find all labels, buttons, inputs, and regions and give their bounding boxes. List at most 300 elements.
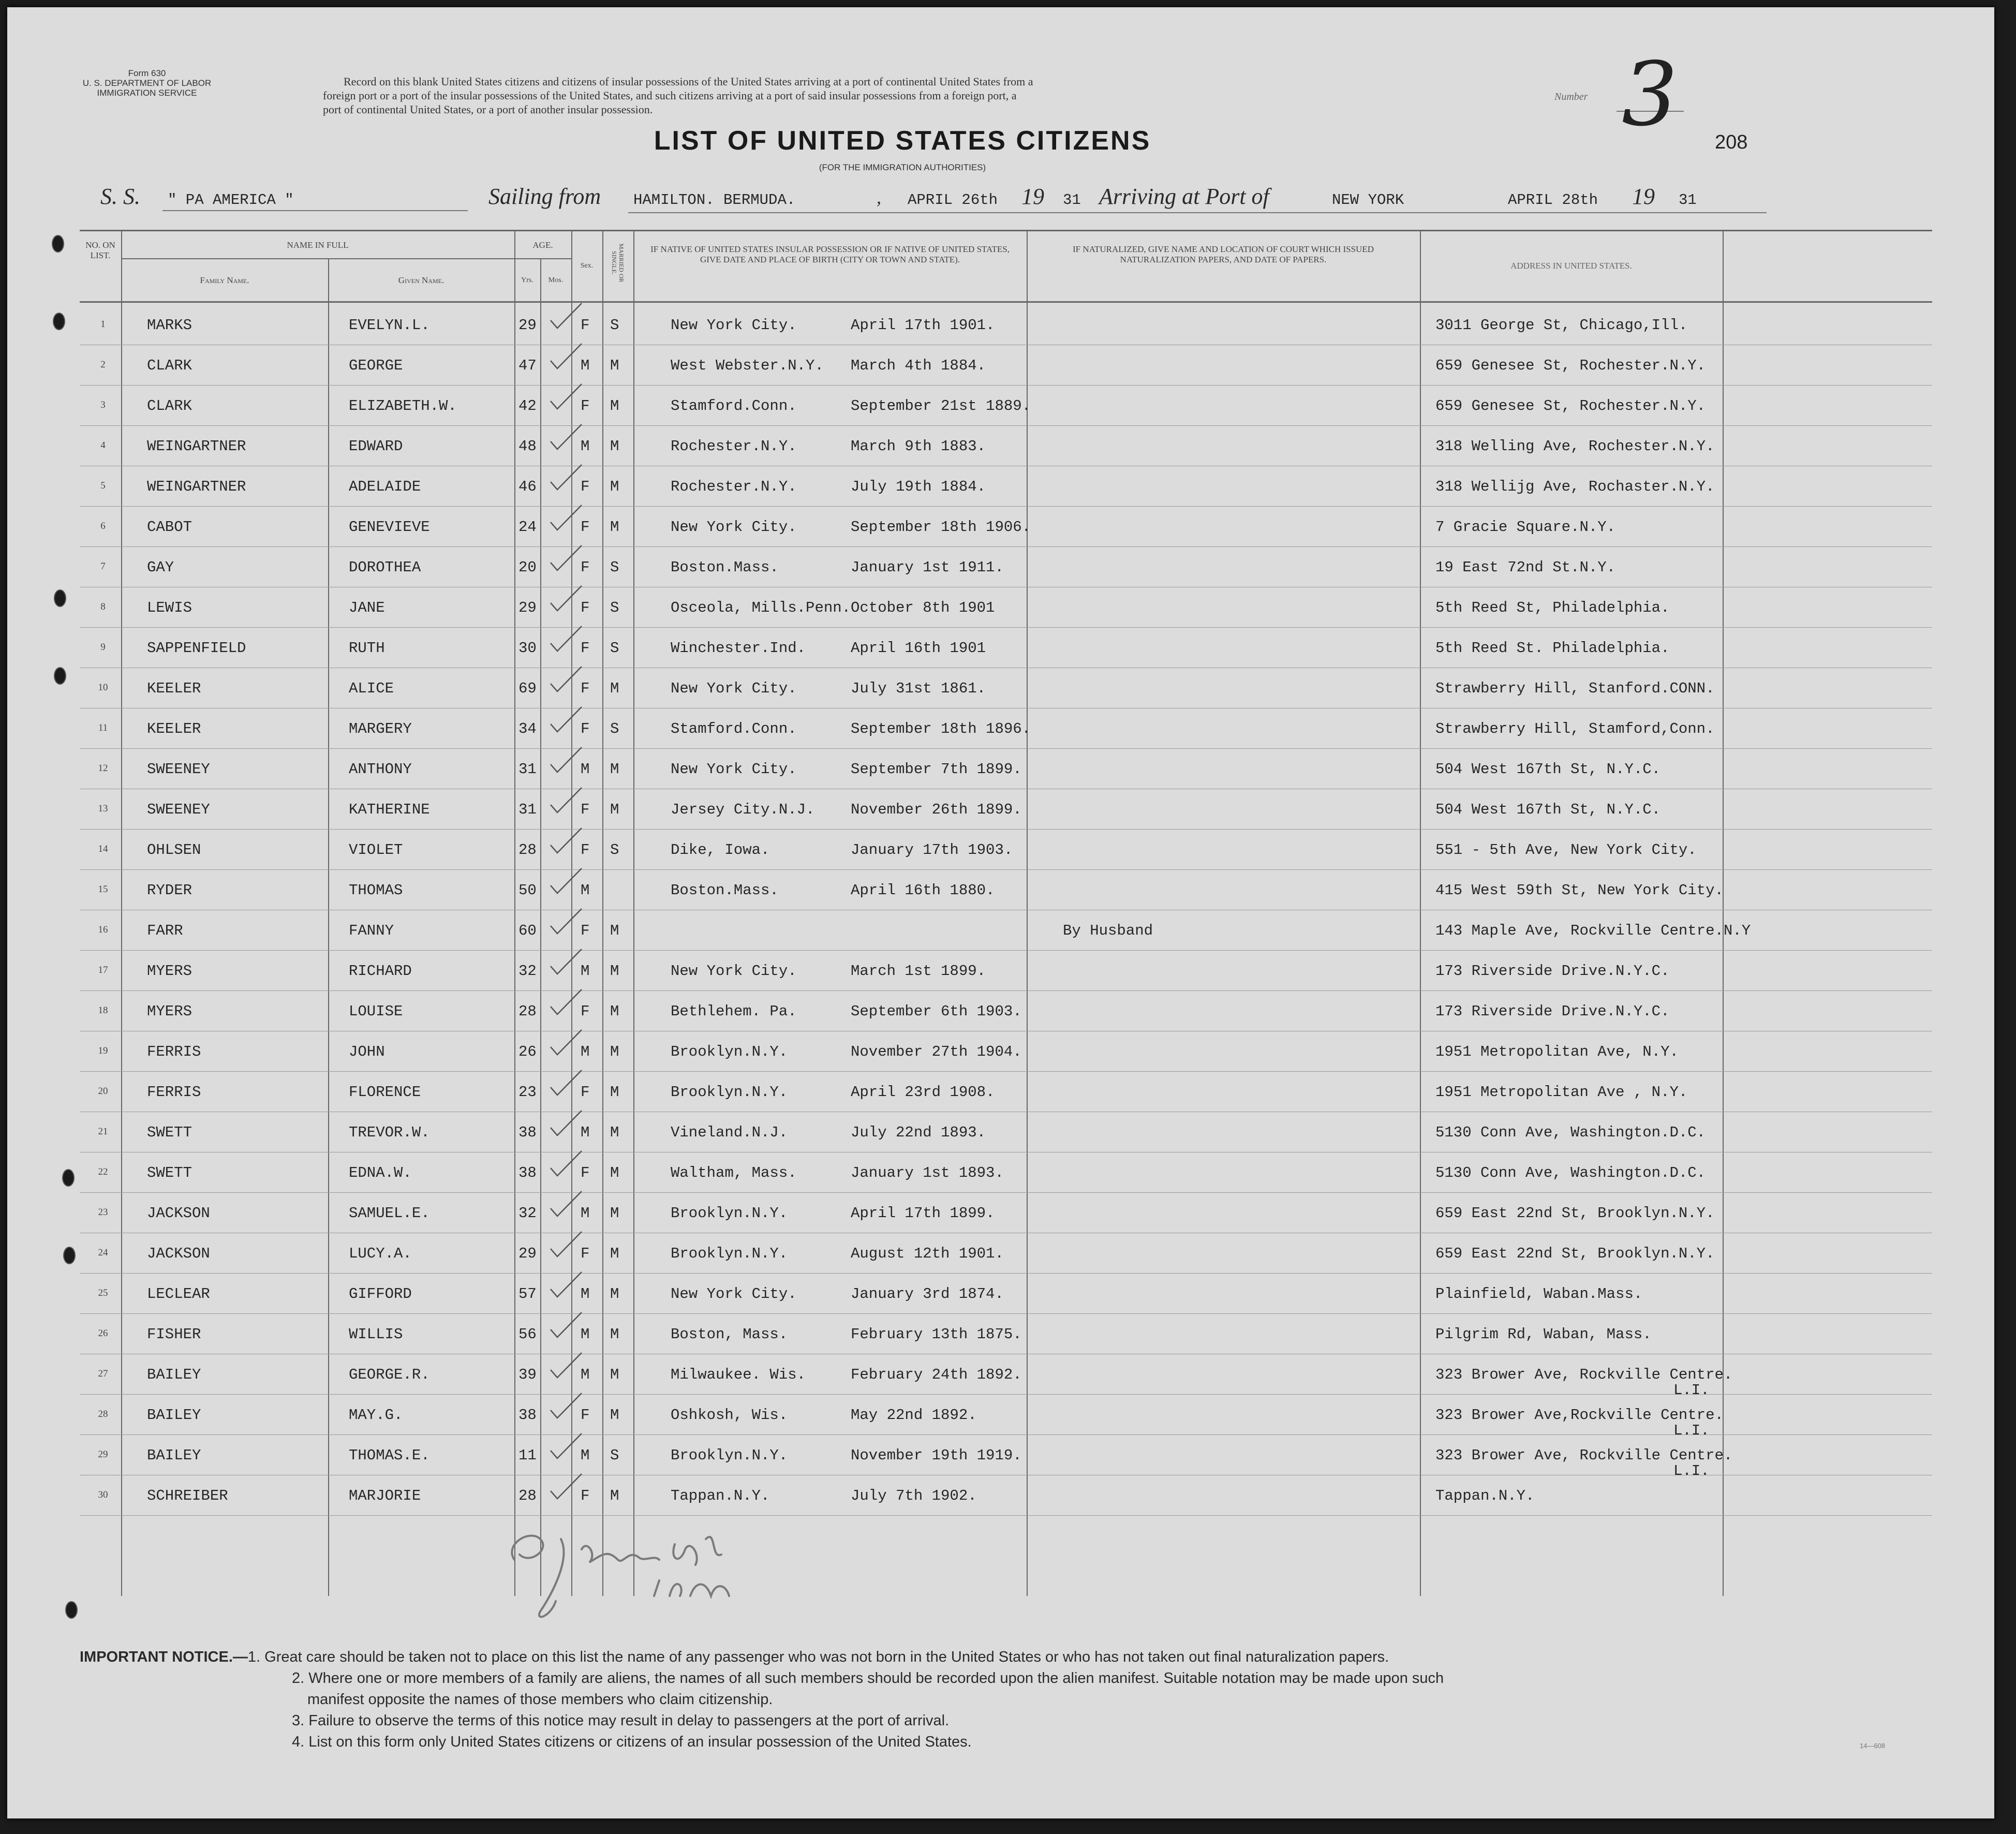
- binder-hole: [54, 667, 66, 685]
- form-code: 14—608: [1860, 1742, 1886, 1750]
- passenger-no: 15: [98, 884, 108, 895]
- passenger-given: FANNY: [349, 922, 394, 939]
- passenger-address: 5130 Conn Ave, Washington.D.C.: [1435, 1164, 1706, 1181]
- passenger-birthplace: Waltham, Mass.: [671, 1164, 797, 1181]
- form-number: Form 630: [128, 68, 166, 78]
- important-notice: [80, 1647, 1891, 1753]
- passenger-family: MYERS: [147, 1003, 192, 1020]
- check-mark-icon: [548, 1311, 584, 1342]
- passenger-age: 28: [518, 841, 537, 859]
- passenger-age: 20: [518, 559, 537, 576]
- passenger-birthplace: Milwaukee. Wis.: [671, 1366, 806, 1383]
- passenger-marital: M: [610, 438, 619, 455]
- passenger-given: RUTH: [349, 640, 385, 657]
- check-mark-icon: [548, 1432, 584, 1463]
- col-header-name: NAME IN FULL: [287, 240, 349, 250]
- passenger-sex: F: [581, 519, 590, 536]
- passenger-birthdate: February 24th 1892.: [851, 1366, 1022, 1383]
- passenger-marital: M: [610, 761, 619, 778]
- passenger-given: ALICE: [349, 680, 394, 697]
- passenger-birthplace: Rochester.N.Y.: [671, 438, 797, 455]
- manifest-page: [7, 7, 1994, 1818]
- row-rule: [80, 425, 1932, 426]
- ship-name: " PA AMERICA ": [168, 191, 294, 209]
- passenger-age: 29: [518, 317, 537, 334]
- check-mark-icon: [548, 988, 584, 1019]
- passenger-no: 10: [98, 682, 108, 693]
- passenger-given: ADELAIDE: [349, 478, 421, 495]
- departure-year-prefix: 19: [1021, 184, 1044, 209]
- passenger-address: 5th Reed St. Philadelphia.: [1435, 640, 1670, 657]
- passenger-family: BAILEY: [147, 1407, 201, 1424]
- passenger-address: Plainfield, Waban.Mass.: [1435, 1285, 1643, 1303]
- passenger-birthdate: September 18th 1906.: [851, 519, 1031, 536]
- passenger-birthdate: January 17th 1903.: [851, 841, 1013, 859]
- passenger-marital: S: [610, 640, 619, 657]
- passenger-given: GEORGE.R.: [349, 1366, 430, 1383]
- passenger-marital: M: [610, 1245, 619, 1262]
- binder-hole: [52, 235, 64, 253]
- passenger-birthplace: Stamford.Conn.: [671, 397, 797, 415]
- department-name: U. S. DEPARTMENT OF LABOR: [82, 78, 212, 88]
- passenger-birthplace: Bethlehem. Pa.: [671, 1003, 797, 1020]
- col-header-family: Family Name.: [200, 275, 249, 285]
- check-mark-icon: [548, 746, 584, 777]
- col-header-yrs: Yrs.: [521, 276, 533, 284]
- passenger-no: 4: [100, 440, 106, 451]
- passenger-given: SAMUEL.E.: [349, 1205, 430, 1222]
- passenger-birthplace: Oshkosh, Wis.: [671, 1407, 788, 1424]
- row-rule: [80, 1394, 1932, 1395]
- row-rule: [80, 829, 1932, 830]
- passenger-family: KEELER: [147, 680, 201, 697]
- passenger-no: 11: [98, 722, 108, 733]
- passenger-no: 24: [98, 1247, 108, 1258]
- passenger-age: 56: [518, 1326, 537, 1343]
- passenger-birthplace: Boston.Mass.: [671, 559, 779, 576]
- passenger-age: 24: [518, 519, 537, 536]
- row-rule: [80, 1313, 1932, 1314]
- age-subheader-rule: [514, 258, 571, 259]
- col-rule: [1027, 230, 1028, 1596]
- passenger-no: 27: [98, 1368, 108, 1379]
- passenger-marital: S: [610, 559, 619, 576]
- number-label: Number: [1554, 91, 1588, 102]
- passenger-family: CABOT: [147, 519, 192, 536]
- row-rule: [80, 1515, 1932, 1516]
- passenger-address2: L.I.: [1673, 1382, 1710, 1399]
- col-rule: [602, 230, 603, 1596]
- passenger-family: SWEENEY: [147, 801, 210, 818]
- col-rule: [514, 230, 515, 1596]
- col-rule: [121, 230, 122, 1596]
- check-mark-icon: [548, 908, 584, 939]
- passenger-sex: F: [581, 559, 590, 576]
- passenger-given: ELIZABETH.W.: [349, 397, 457, 415]
- passenger-no: 29: [98, 1449, 108, 1460]
- passenger-age: 29: [518, 599, 537, 616]
- passenger-sex: M: [581, 1043, 590, 1060]
- passenger-age: 57: [518, 1285, 537, 1303]
- passenger-given: THOMAS.E.: [349, 1447, 430, 1464]
- passenger-address: 659 East 22nd St, Brooklyn.N.Y.: [1435, 1245, 1715, 1262]
- passenger-marital: M: [610, 1326, 619, 1343]
- passenger-given: EVELYN.L.: [349, 317, 430, 334]
- check-mark-icon: [548, 1150, 584, 1181]
- passenger-sex: M: [581, 1326, 590, 1343]
- binder-hole: [62, 1169, 75, 1187]
- passenger-sex: F: [581, 317, 590, 334]
- passenger-marital: M: [610, 397, 619, 415]
- passenger-age: 50: [518, 882, 537, 899]
- passenger-sex: F: [581, 720, 590, 737]
- passenger-birthplace: Vineland.N.J.: [671, 1124, 788, 1141]
- passenger-birthplace: Brooklyn.N.Y.: [671, 1043, 788, 1060]
- passenger-age: 42: [518, 397, 537, 415]
- passenger-age: 26: [518, 1043, 537, 1060]
- row-rule: [80, 385, 1932, 386]
- passenger-family: BAILEY: [147, 1366, 201, 1383]
- check-mark-icon: [548, 867, 584, 898]
- passenger-sex: M: [581, 882, 590, 899]
- departure-date: APRIL 26th: [908, 191, 998, 209]
- check-mark-icon: [548, 1473, 584, 1504]
- passenger-marital: M: [610, 519, 619, 536]
- passenger-sex: F: [581, 922, 590, 939]
- passenger-family: SAPPENFIELD: [147, 640, 246, 657]
- sailing-label: Sailing from: [488, 184, 601, 209]
- check-mark-icon: [548, 383, 584, 414]
- check-mark-icon: [548, 787, 584, 818]
- passenger-birthplace: Brooklyn.N.Y.: [671, 1205, 788, 1222]
- col-header-sex: Sex.: [580, 262, 594, 270]
- check-mark-icon: [548, 1029, 584, 1060]
- passenger-birthdate: July 7th 1902.: [851, 1487, 977, 1504]
- passenger-marital: M: [610, 1003, 619, 1020]
- row-rule: [80, 506, 1932, 507]
- passenger-birthplace: New York City.: [671, 317, 797, 334]
- passenger-birthplace: Brooklyn.N.Y.: [671, 1084, 788, 1101]
- passenger-family: FISHER: [147, 1326, 201, 1343]
- row-rule: [80, 1273, 1932, 1274]
- check-mark-icon: [548, 1190, 584, 1221]
- ss-label: S. S.: [100, 184, 140, 209]
- passenger-birthdate: January 3rd 1874.: [851, 1285, 1004, 1303]
- passenger-given: JANE: [349, 599, 385, 616]
- passenger-family: WEINGARTNER: [147, 438, 246, 455]
- passenger-given: MARGERY: [349, 720, 412, 737]
- passenger-birthplace: Osceola, Mills.Penn.: [671, 599, 851, 616]
- passenger-address: 504 West 167th St, N.Y.C.: [1435, 801, 1661, 818]
- passenger-marital: M: [610, 1487, 619, 1504]
- passenger-address: 504 West 167th St, N.Y.C.: [1435, 761, 1661, 778]
- passenger-age: 28: [518, 1487, 537, 1504]
- passenger-marital: S: [610, 317, 619, 334]
- passenger-birthplace: New York City.: [671, 761, 797, 778]
- arriving-label: Arriving at Port of: [1099, 184, 1269, 209]
- passenger-age: 29: [518, 1245, 537, 1262]
- passenger-address: 323 Brower Ave, Rockville Centre.: [1435, 1366, 1733, 1383]
- passenger-age: 23: [518, 1084, 537, 1101]
- passenger-sex: F: [581, 801, 590, 818]
- passenger-address: Strawberry Hill, Stanford.CONN.: [1435, 680, 1715, 697]
- passenger-address: 7 Gracie Square.N.Y.: [1435, 519, 1616, 536]
- passenger-no: 2: [100, 359, 106, 370]
- passenger-address: 659 Genesee St, Rochester.N.Y.: [1435, 397, 1706, 415]
- col-rule: [540, 258, 541, 1596]
- passenger-family: FERRIS: [147, 1043, 201, 1060]
- passenger-sex: F: [581, 1164, 590, 1181]
- departure-year: 31: [1063, 191, 1081, 209]
- passenger-given: MARJORIE: [349, 1487, 421, 1504]
- passenger-address: Strawberry Hill, Stamford,Conn.: [1435, 720, 1715, 737]
- row-rule: [80, 1192, 1932, 1193]
- passenger-no: 19: [98, 1045, 108, 1056]
- page-title: LIST OF UNITED STATES CITIZENS: [654, 126, 1151, 156]
- col-header-given: Given Name.: [398, 275, 444, 285]
- check-mark-icon: [548, 827, 584, 858]
- passenger-birthdate: February 13th 1875.: [851, 1326, 1022, 1343]
- passenger-address: 19 East 72nd St.N.Y.: [1435, 559, 1616, 576]
- passenger-age: 30: [518, 640, 537, 657]
- row-rule: [80, 748, 1932, 749]
- passenger-given: LOUISE: [349, 1003, 403, 1020]
- passenger-no: 25: [98, 1288, 108, 1298]
- passenger-address: 659 East 22nd St, Brooklyn.N.Y.: [1435, 1205, 1715, 1222]
- passenger-family: SCHREIBER: [147, 1487, 228, 1504]
- check-mark-icon: [548, 464, 584, 495]
- page-number: 208: [1715, 131, 1748, 153]
- row-rule: [80, 950, 1932, 951]
- passenger-age: 60: [518, 922, 537, 939]
- passenger-sex: F: [581, 841, 590, 859]
- passenger-naturalized: By Husband: [1063, 922, 1153, 939]
- passenger-birthplace: Brooklyn.N.Y.: [671, 1447, 788, 1464]
- passenger-family: SWEENEY: [147, 761, 210, 778]
- passenger-given: GENEVIEVE: [349, 519, 430, 536]
- arrival-year-prefix: 19: [1632, 184, 1655, 209]
- passenger-marital: M: [610, 680, 619, 697]
- passenger-birthdate: September 18th 1896.: [851, 720, 1031, 737]
- passenger-no: 21: [98, 1126, 108, 1137]
- binder-hole: [65, 1601, 78, 1619]
- passenger-birthdate: April 23rd 1908.: [851, 1084, 995, 1101]
- passenger-marital: M: [610, 1124, 619, 1141]
- passenger-no: 17: [98, 965, 108, 975]
- passenger-family: WEINGARTNER: [147, 478, 246, 495]
- passenger-sex: F: [581, 1084, 590, 1101]
- passenger-birthplace: New York City.: [671, 1285, 797, 1303]
- passenger-given: LUCY.A.: [349, 1245, 412, 1262]
- passenger-given: ANTHONY: [349, 761, 412, 778]
- passenger-birthplace: Winchester.Ind.: [671, 640, 806, 657]
- passenger-birthdate: July 31st 1861.: [851, 680, 986, 697]
- notice-item-3: 3. Failure to observe the terms of this notice may result in delay to passengers at the port of arrival.: [292, 1712, 950, 1729]
- passenger-marital: M: [610, 1205, 619, 1222]
- passenger-birthplace: Jersey City.N.J.: [671, 801, 815, 818]
- passenger-no: 26: [98, 1328, 108, 1339]
- check-mark-icon: [548, 706, 584, 737]
- passenger-no: 18: [98, 1005, 108, 1016]
- passenger-marital: M: [610, 1366, 619, 1383]
- passenger-sex: M: [581, 761, 590, 778]
- passenger-age: 38: [518, 1124, 537, 1141]
- passenger-family: SWETT: [147, 1164, 192, 1181]
- passenger-no: 6: [100, 521, 106, 531]
- passenger-birthdate: November 19th 1919.: [851, 1447, 1022, 1464]
- passenger-address2: L.I.: [1673, 1422, 1710, 1439]
- passenger-age: 48: [518, 438, 537, 455]
- passenger-age: 39: [518, 1366, 537, 1383]
- passenger-birthdate: September 7th 1899.: [851, 761, 1022, 778]
- passenger-family: JACKSON: [147, 1205, 210, 1222]
- check-mark-icon: [548, 665, 584, 697]
- notice-item-4: 4. List on this form only United States citizens or citizens of an insular possession of the United States.: [292, 1734, 972, 1750]
- passenger-birthdate: March 1st 1899.: [851, 963, 986, 980]
- passenger-sex: M: [581, 963, 590, 980]
- binder-hole: [54, 589, 66, 607]
- passenger-given: FLORENCE: [349, 1084, 421, 1101]
- passenger-birthdate: March 9th 1883.: [851, 438, 986, 455]
- passenger-address: 3011 George St, Chicago,Ill.: [1435, 317, 1688, 334]
- col-header-address: ADDRESS IN UNITED STATES.: [1510, 261, 1632, 271]
- arrival-year: 31: [1679, 191, 1697, 209]
- passenger-family: LEWIS: [147, 599, 192, 616]
- col-rule: [633, 230, 634, 1596]
- passenger-marital: S: [610, 720, 619, 737]
- passenger-sex: M: [581, 1205, 590, 1222]
- check-mark-icon: [548, 1231, 584, 1262]
- check-mark-icon: [548, 423, 584, 454]
- passenger-given: VIOLET: [349, 841, 403, 859]
- check-mark-icon: [548, 1069, 584, 1100]
- voyage-underline: [628, 212, 1767, 213]
- row-rule: [80, 990, 1932, 991]
- passenger-address: 318 Wellijg Ave, Rochaster.N.Y.: [1435, 478, 1715, 495]
- check-mark-icon: [548, 302, 584, 333]
- passenger-given: EDWARD: [349, 438, 403, 455]
- passenger-birthdate: May 22nd 1892.: [851, 1407, 977, 1424]
- passenger-age: 31: [518, 801, 537, 818]
- passenger-birthdate: October 8th 1901: [851, 599, 995, 616]
- passenger-no: 30: [98, 1489, 108, 1500]
- passenger-sex: M: [581, 438, 590, 455]
- col-header-no: NO. ON LIST.: [85, 240, 115, 260]
- passenger-no: 5: [100, 480, 106, 491]
- passenger-family: BAILEY: [147, 1447, 201, 1464]
- passenger-address: 173 Riverside Drive.N.Y.C.: [1435, 963, 1670, 980]
- arrival-port: NEW YORK: [1332, 191, 1404, 209]
- passenger-no: 7: [100, 561, 106, 572]
- passenger-given: DOROTHEA: [349, 559, 421, 576]
- passenger-marital: S: [610, 841, 619, 859]
- intro-line: Record on this blank United States citizens and citizens of insular possessions of the United States arriving at a port of continental United States from a: [344, 75, 1033, 88]
- passenger-no: 23: [98, 1207, 108, 1218]
- passenger-sex: F: [581, 599, 590, 616]
- passenger-sex: F: [581, 1003, 590, 1020]
- passenger-given: WILLIS: [349, 1326, 403, 1343]
- passenger-sex: F: [581, 1245, 590, 1262]
- row-rule: [80, 1071, 1932, 1072]
- passenger-marital: M: [610, 1164, 619, 1181]
- passenger-given: THOMAS: [349, 882, 403, 899]
- passenger-sex: M: [581, 1124, 590, 1141]
- binder-hole: [53, 313, 65, 330]
- passenger-no: 3: [100, 400, 106, 410]
- passenger-marital: M: [610, 478, 619, 495]
- service-name: IMMIGRATION SERVICE: [97, 88, 197, 98]
- passenger-given: EDNA.W.: [349, 1164, 412, 1181]
- intro-text: [323, 75, 1513, 116]
- inspector-signature: [499, 1518, 820, 1632]
- passenger-sex: F: [581, 1487, 590, 1504]
- passenger-age: 31: [518, 761, 537, 778]
- check-mark-icon: [548, 948, 584, 979]
- passenger-marital: M: [610, 1043, 619, 1060]
- passenger-birthplace: Boston, Mass.: [671, 1326, 788, 1343]
- passenger-birthplace: Brooklyn.N.Y.: [671, 1245, 788, 1262]
- passenger-given: KATHERINE: [349, 801, 430, 818]
- passenger-no: 14: [98, 844, 108, 854]
- passenger-address: 415 West 59th St, New York City.: [1435, 882, 1724, 899]
- passenger-given: MAY.G.: [349, 1407, 403, 1424]
- passenger-birthdate: April 17th 1899.: [851, 1205, 995, 1222]
- passenger-address: Tappan.N.Y.: [1435, 1487, 1535, 1504]
- passenger-birthdate: September 21st 1889.: [851, 397, 1031, 415]
- passenger-family: OHLSEN: [147, 841, 201, 859]
- passenger-marital: M: [610, 801, 619, 818]
- passenger-sex: M: [581, 357, 590, 374]
- passenger-age: 32: [518, 963, 537, 980]
- passenger-no: 22: [98, 1166, 108, 1177]
- passenger-sex: F: [581, 640, 590, 657]
- check-mark-icon: [548, 585, 584, 616]
- passenger-family: FERRIS: [147, 1084, 201, 1101]
- row-rule: [80, 869, 1932, 870]
- passenger-family: KEELER: [147, 720, 201, 737]
- passenger-address: 323 Brower Ave, Rockville Centre.: [1435, 1447, 1733, 1464]
- passenger-age: 11: [518, 1447, 537, 1464]
- check-mark-icon: [548, 343, 584, 374]
- passenger-marital: S: [610, 1447, 619, 1464]
- passenger-age: 28: [518, 1003, 537, 1020]
- passenger-birthdate: November 26th 1899.: [851, 801, 1022, 818]
- passenger-address: 5th Reed St, Philadelphia.: [1435, 599, 1670, 616]
- passenger-no: 8: [100, 601, 106, 612]
- passenger-address: 659 Genesee St, Rochester.N.Y.: [1435, 357, 1706, 374]
- binder-hole: [63, 1247, 76, 1264]
- passenger-address: Pilgrim Rd, Waban, Mass.: [1435, 1326, 1652, 1343]
- notice-item-1: 1. Great care should be taken not to place on this list the name of any passenger who was not born in the United States or who has not taken out final naturalization papers.: [247, 1649, 1389, 1665]
- passenger-birthdate: November 27th 1904.: [851, 1043, 1022, 1060]
- passenger-sex: M: [581, 1285, 590, 1303]
- row-rule: [80, 546, 1932, 547]
- passenger-address: 323 Brower Ave,Rockville Centre.: [1435, 1407, 1724, 1424]
- passenger-marital: M: [610, 357, 619, 374]
- passenger-family: JACKSON: [147, 1245, 210, 1262]
- passenger-sex: F: [581, 1407, 590, 1424]
- check-mark-icon: [548, 1271, 584, 1302]
- passenger-birthdate: April 16th 1901: [851, 640, 986, 657]
- passenger-address: 173 Riverside Drive.N.Y.C.: [1435, 1003, 1670, 1020]
- passenger-birthdate: July 22nd 1893.: [851, 1124, 986, 1141]
- passenger-marital: M: [610, 1407, 619, 1424]
- passenger-age: 69: [518, 680, 537, 697]
- notice-label: IMPORTANT NOTICE.—: [80, 1649, 248, 1665]
- passenger-no: 9: [100, 642, 106, 653]
- passenger-given: GIFFORD: [349, 1285, 412, 1303]
- passenger-family: MARKS: [147, 317, 192, 334]
